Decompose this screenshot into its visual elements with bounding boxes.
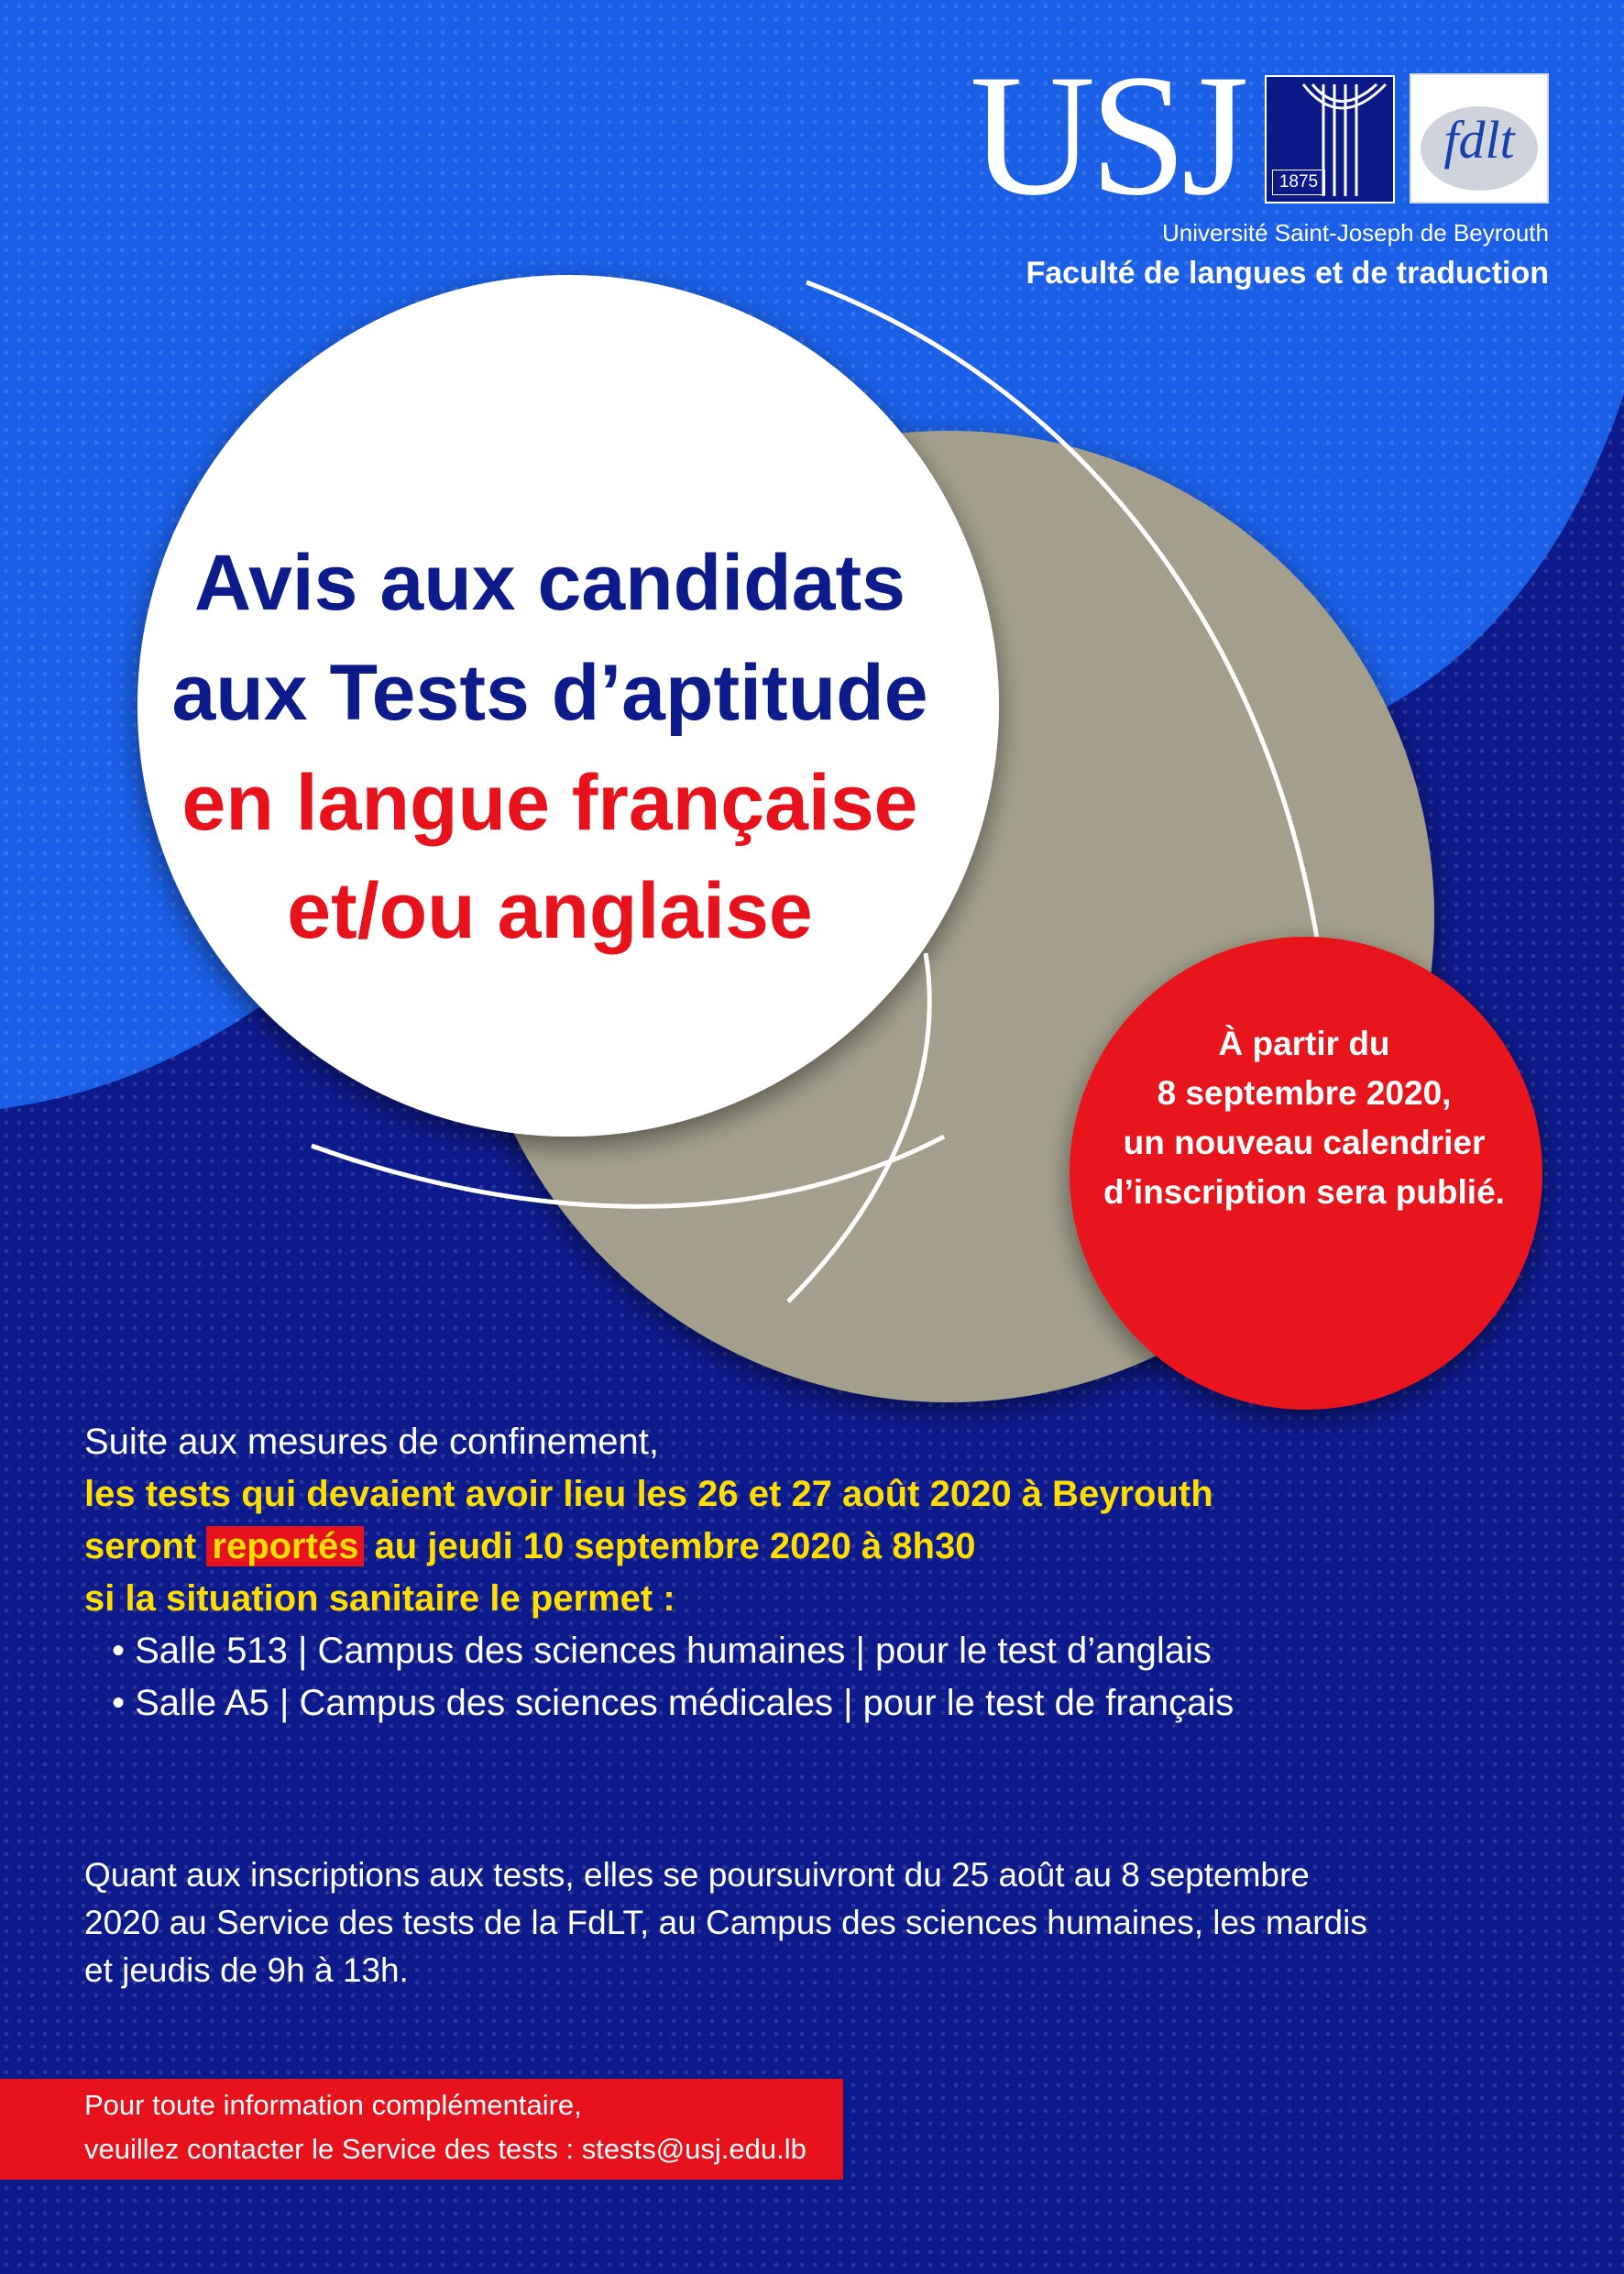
location-french-test: Salle A5 | Campus des sciences médicales | pour le test de français	[135, 1683, 1234, 1723]
notice-line-1: les tests qui devaient avoir lieu les 26 et 27 août 2020 à Beyrouth	[84, 1474, 1213, 1514]
registration-line-1: Quant aux inscriptions aux tests, elles se poursuivront du 25 août au 8 septembre	[84, 1856, 1310, 1894]
headline-line-2: aux Tests d’aptitude	[171, 649, 928, 737]
badge-line-1: À partir du	[1218, 1025, 1390, 1062]
fdlt-logo	[1410, 73, 1549, 203]
university-name: Université Saint-Joseph de Beyrouth	[1161, 219, 1549, 247]
badge-line-2: 8 septembre 2020,	[1157, 1074, 1452, 1112]
notice-text	[84, 1416, 1514, 1730]
headline-line-3: en langue française	[181, 759, 918, 847]
notice-line-2	[84, 1521, 1514, 1573]
location-english-test: Salle 513 | Campus des sciences humaines | pour le test d’anglais	[135, 1631, 1212, 1671]
registration-line-2: 2020 au Service des tests de la FdLT, au Campus des sciences humaines, les mardis	[84, 1904, 1367, 1941]
postponed-highlight: reportés	[206, 1526, 364, 1566]
headline-line-4: et/ou anglaise	[287, 867, 813, 955]
usj-wordmark: USJ	[970, 39, 1244, 232]
founding-year: 1875	[1272, 170, 1325, 195]
contact-text	[84, 2083, 836, 2171]
contact-line-1: Pour toute information complémentaire,	[84, 2089, 582, 2121]
notice-line-2-prefix: seront	[84, 1526, 197, 1566]
contact-line-2: veuillez contacter le Service des tests : stests@usj.edu.lb	[84, 2133, 807, 2165]
location-item: • Salle 513 | Campus des sciences humaines | pour le test d’anglais	[112, 1631, 1212, 1671]
registration-text	[84, 1851, 1441, 1994]
registration-line-3: et jeudis de 9h à 13h.	[84, 1951, 409, 1989]
badge-line-4: d’inscription sera publié.	[1103, 1173, 1505, 1211]
faculty-name: Faculté de langues et de traduction	[1026, 256, 1549, 291]
notice-line-3: si la situation sanitaire le permet :	[84, 1578, 675, 1619]
location-item: • Salle A5 | Campus des sciences médicales | pour le test de français	[112, 1683, 1234, 1723]
notice-intro: Suite aux mesures de confinement,	[84, 1422, 660, 1462]
badge-line-3: un nouveau calendrier	[1123, 1124, 1486, 1161]
fdlt-logo-text: fdlt	[1443, 110, 1515, 170]
headline-line-1: Avis aux candidats	[194, 539, 905, 627]
notice-line-2-suffix: au jeudi 10 septembre 2020 à 8h30	[374, 1526, 976, 1566]
calendar-badge	[1080, 1019, 1529, 1217]
